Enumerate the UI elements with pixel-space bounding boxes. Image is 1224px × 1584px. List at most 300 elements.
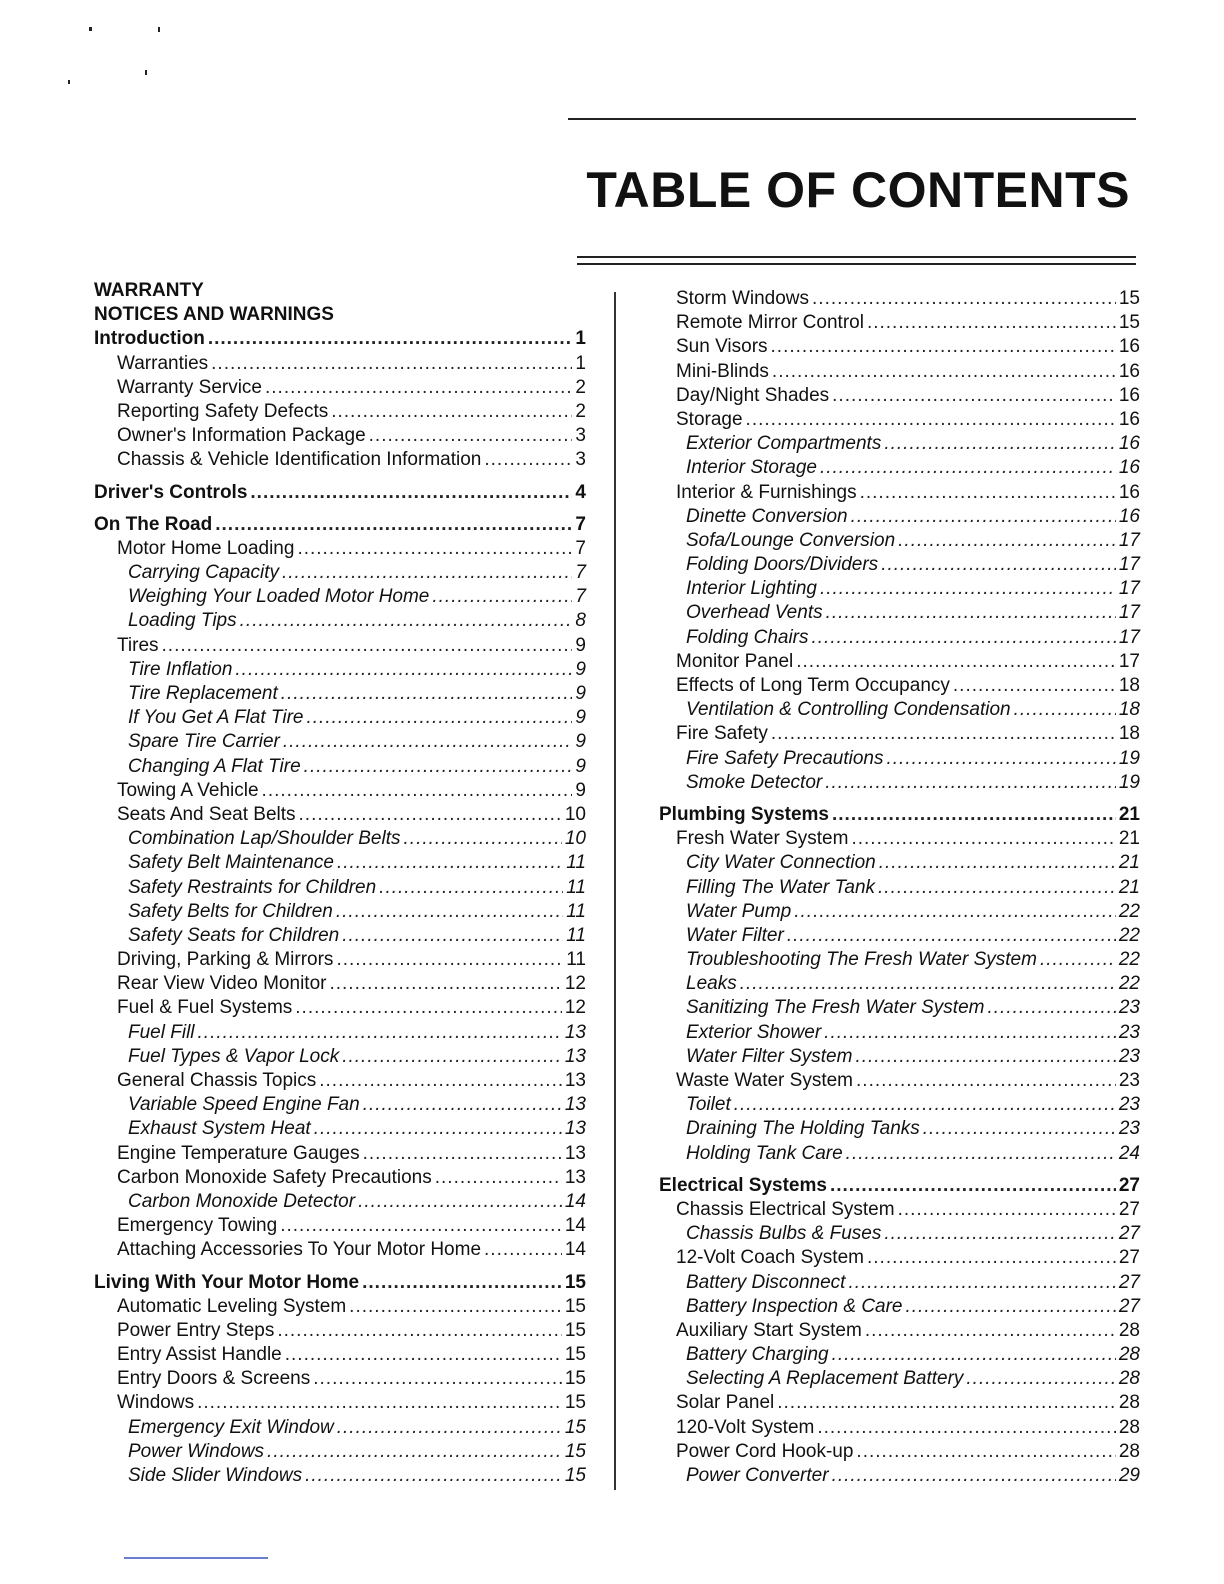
toc-entry-title: Changing A Flat Tire: [128, 755, 301, 777]
toc-entry-title: Ventilation & Controlling Condensation: [686, 699, 1011, 721]
toc-entry[interactable]: [656, 1142, 1140, 1166]
toc-entry[interactable]: [94, 730, 586, 754]
toc-entry[interactable]: [94, 400, 586, 424]
toc-entry-title: Emergency Exit Window: [128, 1416, 334, 1438]
toc-entry-page: 22: [1118, 949, 1140, 971]
dot-leader: [856, 1440, 1115, 1464]
toc-entry[interactable]: [656, 529, 1140, 553]
toc-entry-title: Entry Doors & Screens: [117, 1368, 311, 1390]
toc-entry[interactable]: [94, 1343, 586, 1367]
toc-entry[interactable]: [656, 1021, 1140, 1045]
toc-entry-title: Tires: [117, 634, 159, 656]
toc-entry-title: Motor Home Loading: [117, 537, 295, 559]
dot-leader: [867, 1246, 1116, 1270]
toc-entry[interactable]: [94, 1214, 586, 1238]
toc-entry-title: Chassis Electrical System: [676, 1198, 895, 1220]
toc-entry[interactable]: [94, 561, 586, 585]
toc-entry-page: 19: [1118, 747, 1140, 769]
toc-entry-page: 27: [1118, 1271, 1140, 1293]
toc-entry[interactable]: [656, 1069, 1140, 1093]
toc-entry[interactable]: [656, 1319, 1140, 1343]
toc-entry-page: 15: [564, 1271, 586, 1293]
dot-leader: [297, 537, 572, 561]
toc-entry-page: 11: [566, 924, 586, 946]
toc-entry[interactable]: [94, 755, 586, 779]
dot-leader: [336, 900, 563, 924]
dot-leader: [881, 553, 1116, 577]
dot-leader: [884, 1222, 1116, 1246]
toc-list-right: [656, 287, 1140, 1488]
title-rule: [577, 263, 1136, 265]
toc-entry-title: Waste Water System: [676, 1070, 854, 1091]
dot-leader: [299, 803, 562, 827]
toc-entry[interactable]: [656, 1045, 1140, 1069]
dot-leader: [848, 1271, 1115, 1295]
dot-leader: [235, 658, 572, 682]
toc-entry[interactable]: [656, 722, 1140, 746]
toc-entry-page: 14: [564, 1215, 586, 1237]
toc-entry-page: 4: [575, 481, 586, 503]
dot-leader: [379, 876, 563, 900]
toc-entry[interactable]: [94, 537, 586, 561]
dot-leader: [336, 948, 563, 972]
toc-entry-title: Safety Seats for Children: [128, 924, 340, 946]
toc-entry-title: Fire Safety: [676, 723, 768, 745]
toc-entry[interactable]: [94, 1464, 586, 1488]
toc-entry-page: 7: [575, 537, 586, 559]
toc-entry[interactable]: [656, 553, 1140, 577]
toc-entry-title: Overhead Vents: [686, 602, 823, 624]
toc-entry[interactable]: [94, 1069, 586, 1093]
dot-leader: [305, 1464, 562, 1488]
dot-leader: [851, 505, 1116, 529]
dot-leader: [886, 747, 1115, 771]
dot-leader: [832, 1464, 1116, 1488]
toc-entry[interactable]: [656, 924, 1140, 948]
toc-entry-page: 27: [1118, 1247, 1140, 1269]
toc-entry-title: Water Filter System: [686, 1045, 853, 1067]
toc-entry-page: 3: [575, 425, 586, 447]
toc-entry-page: 15: [1118, 288, 1140, 309]
toc-entry[interactable]: [94, 376, 586, 400]
top-rule: [568, 118, 1136, 120]
dot-leader: [435, 1166, 562, 1190]
dot-leader: [319, 1069, 562, 1093]
dot-leader: [865, 1319, 1116, 1343]
dot-leader: [830, 1174, 1116, 1198]
toc-entry-title: General Chassis Topics: [117, 1070, 317, 1091]
toc-entry-page: 16: [1118, 336, 1140, 358]
toc-entry[interactable]: [656, 876, 1140, 900]
toc-entry-page: 2: [575, 400, 586, 422]
toc-entry-page: 16: [1118, 360, 1140, 382]
toc-entry-page: 10: [564, 803, 586, 825]
toc-entry-title: Side Slider Windows: [128, 1465, 303, 1486]
toc-entry-title: Tire Replacement: [128, 683, 278, 704]
toc-entry-page: 2: [575, 376, 586, 398]
dot-leader: [198, 1021, 562, 1045]
toc-entry-title: Interior Storage: [686, 457, 817, 479]
dot-leader: [211, 352, 572, 376]
toc-entry-title: Troubleshooting The Fresh Water System: [686, 949, 1037, 971]
toc-entry-title: Windows: [117, 1392, 195, 1414]
dot-leader: [484, 1238, 562, 1262]
toc-entry-title: Automatic Leveling System: [117, 1295, 347, 1317]
dot-leader: [285, 1343, 562, 1367]
toc-entry[interactable]: [94, 585, 586, 609]
toc-entry[interactable]: [94, 1093, 586, 1117]
dot-leader: [280, 1214, 562, 1238]
toc-entry[interactable]: [94, 609, 586, 633]
toc-entry-page: 19: [1118, 771, 1140, 793]
toc-entry[interactable]: [656, 601, 1140, 625]
toc-entry-title: Auxiliary Start System: [676, 1319, 862, 1341]
toc-entry[interactable]: [656, 674, 1140, 698]
toc-entry[interactable]: [94, 972, 586, 996]
toc-entry[interactable]: [656, 650, 1140, 674]
toc-entry-page: 28: [1118, 1368, 1140, 1390]
toc-entry-title: Solar Panel: [676, 1392, 775, 1414]
toc-entry-page: 16: [1118, 384, 1140, 406]
toc-section-entry[interactable]: [656, 803, 1140, 827]
toc-entry[interactable]: [656, 481, 1140, 505]
dot-leader: [812, 287, 1116, 311]
toc-entry[interactable]: [94, 924, 586, 948]
toc-entry-title: Safety Belt Maintenance: [128, 852, 334, 874]
toc-entry[interactable]: [94, 779, 586, 803]
toc-entry-page: 23: [1118, 1094, 1140, 1116]
toc-entry[interactable]: [94, 1295, 586, 1319]
toc-entry[interactable]: [94, 634, 586, 658]
toc-entry[interactable]: [94, 827, 586, 851]
toc-entry-title: Storage: [676, 408, 743, 430]
toc-section-entry[interactable]: [94, 1271, 586, 1295]
toc-entry-page: 13: [564, 1166, 586, 1188]
toc-entry-page: 9: [575, 707, 586, 729]
toc-entry-title: Fuel Fill: [128, 1021, 195, 1043]
toc-entry-page: 23: [1118, 1021, 1140, 1043]
toc-entry-page: 18: [1118, 699, 1140, 721]
toc-entry[interactable]: [656, 577, 1140, 601]
toc-entry-title: Attaching Accessories To Your Motor Home: [117, 1239, 482, 1261]
toc-entry[interactable]: [94, 1238, 586, 1262]
toc-entry[interactable]: [94, 424, 586, 448]
toc-entry-title: Owner's Information Package: [117, 425, 366, 447]
toc-entry-page: 22: [1118, 973, 1140, 995]
toc-entry-page: 11: [566, 949, 586, 971]
toc-entry-page: 15: [564, 1368, 586, 1390]
toc-entry-title: Driver's Controls: [94, 481, 248, 503]
toc-entry-page: 10: [564, 828, 586, 850]
toc-entry-page: 15: [564, 1319, 586, 1341]
toc-entry-title: Battery Disconnect: [686, 1271, 846, 1293]
title-rule: [577, 256, 1136, 258]
toc-entry-title: Emergency Towing: [117, 1215, 278, 1237]
toc-entry[interactable]: [656, 1295, 1140, 1319]
toc-entry-title: Plumbing Systems: [659, 803, 829, 825]
toc-entry-title: Leaks: [686, 973, 737, 995]
toc-entry-title: Variable Speed Engine Fan: [128, 1094, 360, 1116]
dot-leader: [282, 561, 572, 585]
toc-entry[interactable]: [656, 1367, 1140, 1391]
toc-entry-page: 13: [564, 1070, 586, 1091]
toc-entry-page: 8: [575, 610, 586, 632]
toc-entry-page: 11: [566, 852, 586, 874]
toc-entry-page: 21: [1118, 876, 1140, 898]
toc-entry-title: Rear View Video Monitor: [117, 973, 327, 995]
toc-entry-page: 13: [564, 1142, 586, 1164]
dot-leader: [734, 1093, 1116, 1117]
dot-leader: [898, 1198, 1116, 1222]
dot-leader: [295, 996, 562, 1020]
dot-leader: [329, 972, 561, 996]
toc-entry[interactable]: [656, 747, 1140, 771]
dot-leader: [342, 924, 563, 948]
toc-entry[interactable]: [94, 996, 586, 1020]
toc-entry-title: Folding Chairs: [686, 626, 809, 648]
toc-entry-title: Towing A Vehicle: [117, 779, 259, 801]
toc-section-entry[interactable]: [94, 513, 586, 537]
toc-entry[interactable]: [656, 900, 1140, 924]
toc-entry-title: Power Converter: [686, 1465, 829, 1486]
toc-entry[interactable]: [94, 1367, 586, 1391]
dot-leader: [281, 682, 573, 706]
dot-leader: [794, 900, 1116, 924]
toc-entry[interactable]: [656, 626, 1140, 650]
dot-leader: [1040, 948, 1116, 972]
dot-leader: [826, 601, 1116, 625]
toc-entry[interactable]: [656, 287, 1140, 311]
dot-leader: [832, 803, 1116, 827]
toc-entry[interactable]: [656, 1222, 1140, 1246]
toc-entry-page: 17: [1118, 650, 1140, 672]
toc-entry[interactable]: [656, 771, 1140, 795]
dot-leader: [884, 432, 1116, 456]
toc-entry-title: Interior & Furnishings: [676, 481, 857, 503]
toc-entry[interactable]: [656, 505, 1140, 529]
toc-entry-page: 18: [1118, 675, 1140, 696]
toc-entry-title: Sun Visors: [676, 336, 768, 358]
toc-entry[interactable]: [656, 360, 1140, 384]
toc-entry[interactable]: [94, 803, 586, 827]
dot-leader: [879, 851, 1116, 875]
toc-entry[interactable]: [94, 352, 586, 376]
toc-entry-title: Driving, Parking & Mirrors: [117, 949, 334, 971]
toc-entry[interactable]: [656, 1391, 1140, 1415]
dot-leader: [832, 1343, 1116, 1367]
toc-entry[interactable]: [656, 432, 1140, 456]
toc-entry[interactable]: [94, 1021, 586, 1045]
toc-entry[interactable]: [94, 658, 586, 682]
toc-entry[interactable]: [656, 1271, 1140, 1295]
column-divider: [614, 292, 616, 1490]
section-heading-notices: NOTICES AND WARNINGS: [94, 304, 334, 326]
toc-entry-title: Power Windows: [128, 1440, 265, 1462]
toc-entry-title: Fuel & Fuel Systems: [117, 997, 293, 1019]
dot-leader: [987, 996, 1115, 1020]
dot-leader: [349, 1295, 562, 1319]
toc-entry[interactable]: [94, 706, 586, 730]
toc-entry-page: 13: [564, 1118, 586, 1140]
dot-leader: [771, 335, 1116, 359]
toc-entry[interactable]: [656, 456, 1140, 480]
toc-entry[interactable]: [94, 851, 586, 875]
toc-entry-page: 28: [1118, 1440, 1140, 1462]
toc-entry[interactable]: [656, 827, 1140, 851]
toc-entry-title: Fuel Types & Vapor Lock: [128, 1045, 340, 1067]
toc-entry[interactable]: [94, 1045, 586, 1069]
toc-entry[interactable]: [656, 1343, 1140, 1367]
toc-entry[interactable]: [656, 698, 1140, 722]
dot-leader: [771, 722, 1116, 746]
toc-entry-title: Combination Lap/Shoulder Belts: [128, 828, 401, 850]
toc-entry[interactable]: [656, 996, 1140, 1020]
toc-entry-page: 22: [1118, 924, 1140, 946]
dot-leader: [267, 1440, 562, 1464]
toc-entry-page: 28: [1118, 1319, 1140, 1341]
dot-leader: [277, 1319, 562, 1343]
toc-entry[interactable]: [656, 1440, 1140, 1464]
toc-entry[interactable]: [94, 682, 586, 706]
dot-leader: [265, 376, 572, 400]
toc-entry-title: On The Road: [94, 513, 213, 535]
toc-entry[interactable]: [94, 1440, 586, 1464]
toc-entry-title: Exterior Shower: [686, 1021, 822, 1043]
dot-leader: [772, 360, 1116, 384]
toc-entry[interactable]: [656, 335, 1140, 359]
toc-entry-title: Weighing Your Loaded Motor Home: [128, 586, 430, 608]
toc-entry[interactable]: [94, 900, 586, 924]
bottom-rule: [124, 1557, 268, 1559]
toc-entry[interactable]: [94, 1142, 586, 1166]
toc-entry-page: 7: [575, 513, 586, 535]
dot-leader: [337, 1416, 562, 1440]
toc-entry[interactable]: [94, 948, 586, 972]
toc-entry-page: 23: [1118, 1070, 1140, 1091]
toc-entry-title: Filling The Water Tank: [686, 876, 876, 898]
toc-entry[interactable]: [94, 1190, 586, 1214]
toc-entry-title: Dinette Conversion: [686, 505, 848, 527]
toc-entry-page: 23: [1118, 1118, 1140, 1140]
toc-entry-page: 9: [575, 634, 586, 656]
toc-entry-title: Engine Temperature Gauges: [117, 1142, 360, 1164]
toc-entry[interactable]: [94, 876, 586, 900]
toc-entry-title: Effects of Long Term Occupancy: [676, 675, 950, 696]
toc-entry-page: 17: [1118, 554, 1140, 576]
toc-entry-page: 22: [1118, 900, 1140, 922]
toc-entry[interactable]: [656, 384, 1140, 408]
toc-entry[interactable]: [656, 311, 1140, 335]
dot-leader: [820, 456, 1116, 480]
toc-entry-title: Day/Night Shades: [676, 384, 830, 406]
toc-entry-title: Water Pump: [686, 900, 792, 922]
dot-leader: [817, 1416, 1116, 1440]
toc-entry-title: Warranty Service: [117, 376, 262, 398]
dot-leader: [404, 827, 562, 851]
toc-entry-page: 21: [1118, 852, 1140, 874]
dot-leader: [197, 1391, 562, 1415]
dot-leader: [306, 706, 572, 730]
toc-entry[interactable]: [94, 1117, 586, 1141]
toc-section-entry[interactable]: [94, 327, 586, 351]
toc-entry[interactable]: [94, 1391, 586, 1415]
toc-entry[interactable]: [94, 1416, 586, 1440]
toc-entry[interactable]: [656, 1246, 1140, 1270]
toc-entry-page: 9: [575, 658, 586, 680]
toc-entry[interactable]: [656, 1093, 1140, 1117]
toc-entry-page: 28: [1118, 1392, 1140, 1414]
dot-leader: [746, 408, 1116, 432]
dot-leader: [283, 730, 573, 754]
toc-entry-page: 9: [575, 755, 586, 777]
toc-entry-page: 17: [1118, 529, 1140, 551]
toc-list-left: [94, 327, 586, 1488]
toc-entry-page: 15: [564, 1344, 586, 1366]
toc-entry-title: Introduction: [94, 328, 205, 350]
dot-leader: [855, 1045, 1115, 1069]
toc-entry-title: Carrying Capacity: [128, 562, 279, 584]
dot-leader: [363, 1093, 562, 1117]
toc-entry-page: 12: [564, 997, 586, 1019]
toc-section-entry[interactable]: [94, 481, 586, 505]
dot-leader: [787, 924, 1116, 948]
dot-leader: [825, 771, 1116, 795]
toc-entry-title: Draining The Holding Tanks: [686, 1118, 920, 1140]
toc-entry[interactable]: [656, 972, 1140, 996]
toc-entry-page: 15: [564, 1416, 586, 1438]
dot-leader: [484, 448, 572, 472]
toc-entry[interactable]: [656, 408, 1140, 432]
dot-leader: [867, 311, 1116, 335]
toc-entry-title: Mini-Blinds: [676, 360, 769, 382]
toc-entry[interactable]: [94, 448, 586, 472]
toc-entry[interactable]: [656, 1117, 1140, 1141]
toc-entry-title: 12-Volt Coach System: [676, 1247, 864, 1269]
toc-entry[interactable]: [94, 1166, 586, 1190]
toc-entry-title: Safety Belts for Children: [128, 900, 333, 922]
dot-leader: [856, 1069, 1116, 1093]
dot-leader: [363, 1142, 562, 1166]
toc-entry[interactable]: [656, 1464, 1140, 1488]
dot-leader: [812, 626, 1116, 650]
toc-entry-page: 28: [1118, 1344, 1140, 1366]
toc-entry-page: 21: [1118, 803, 1140, 825]
toc-entry-page: 27: [1118, 1198, 1140, 1220]
dot-leader: [262, 779, 573, 803]
toc-entry-page: 14: [564, 1190, 586, 1212]
section-heading-warranty: WARRANTY: [94, 280, 204, 301]
toc-section-entry[interactable]: [656, 1174, 1140, 1198]
toc-entry[interactable]: [656, 948, 1140, 972]
toc-entry[interactable]: [656, 851, 1140, 875]
toc-entry-page: 12: [564, 973, 586, 995]
toc-entry-page: 16: [1118, 457, 1140, 479]
toc-entry-title: Power Entry Steps: [117, 1319, 275, 1341]
toc-entry-page: 21: [1118, 828, 1140, 850]
toc-column-left: [94, 279, 586, 1488]
toc-entry[interactable]: [656, 1198, 1140, 1222]
toc-entry[interactable]: [656, 1416, 1140, 1440]
toc-entry-page: 13: [564, 1045, 586, 1067]
dot-leader: [314, 1117, 562, 1141]
toc-entry[interactable]: [94, 1319, 586, 1343]
dot-leader: [898, 529, 1116, 553]
toc-entry-title: Entry Assist Handle: [117, 1344, 282, 1366]
toc-entry-title: Chassis Bulbs & Fuses: [686, 1223, 882, 1245]
toc-entry-title: Battery Charging: [686, 1344, 829, 1366]
toc-entry-title: Reporting Safety Defects: [117, 400, 329, 422]
dot-leader: [304, 755, 573, 779]
